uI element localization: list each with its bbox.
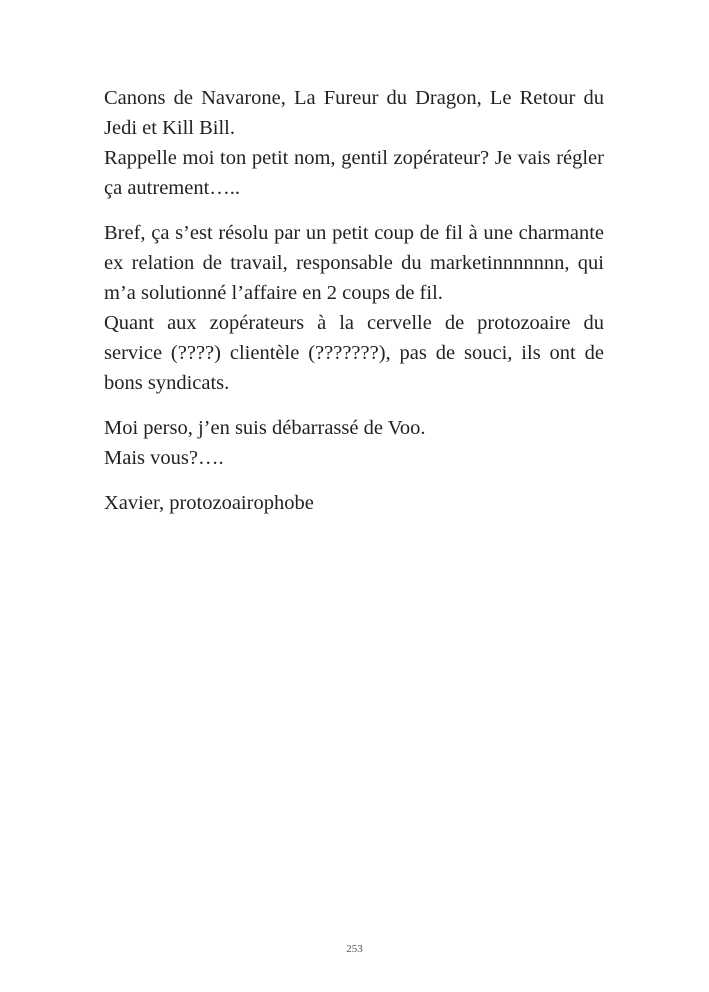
body-text <box>104 83 604 518</box>
paragraph-operator-name: Rappelle moi ton petit nom, gentil zopérateur? Je vais régler ça autrement….. <box>104 147 604 199</box>
page-number: 253 <box>346 943 363 955</box>
paragraph-operators-service: Quant aux zopérateurs à la cervelle de protozoaire du service (????) clientèle (???????), pas de souci, ils ont de bons syndicats. <box>104 312 604 394</box>
paragraph-phone-call: Bref, ça s’est résolu par un petit coup de fil à une charmante ex relation de travail, responsable du marketinnnnnnn, qui m’a solutionné l’affaire en 2 coups de fil. <box>104 222 604 304</box>
paragraph-and-you: Mais vous?…. <box>104 447 224 469</box>
paragraph-film-titles: Canons de Navarone, La Fureur du Dragon, Le Retour du Jedi et Kill Bill. <box>104 87 604 139</box>
signature-line: Xavier, protozoairophobe <box>104 492 314 514</box>
paragraph-rid-of-voo: Moi perso, j’en suis débarrassé de Voo. <box>104 417 426 439</box>
